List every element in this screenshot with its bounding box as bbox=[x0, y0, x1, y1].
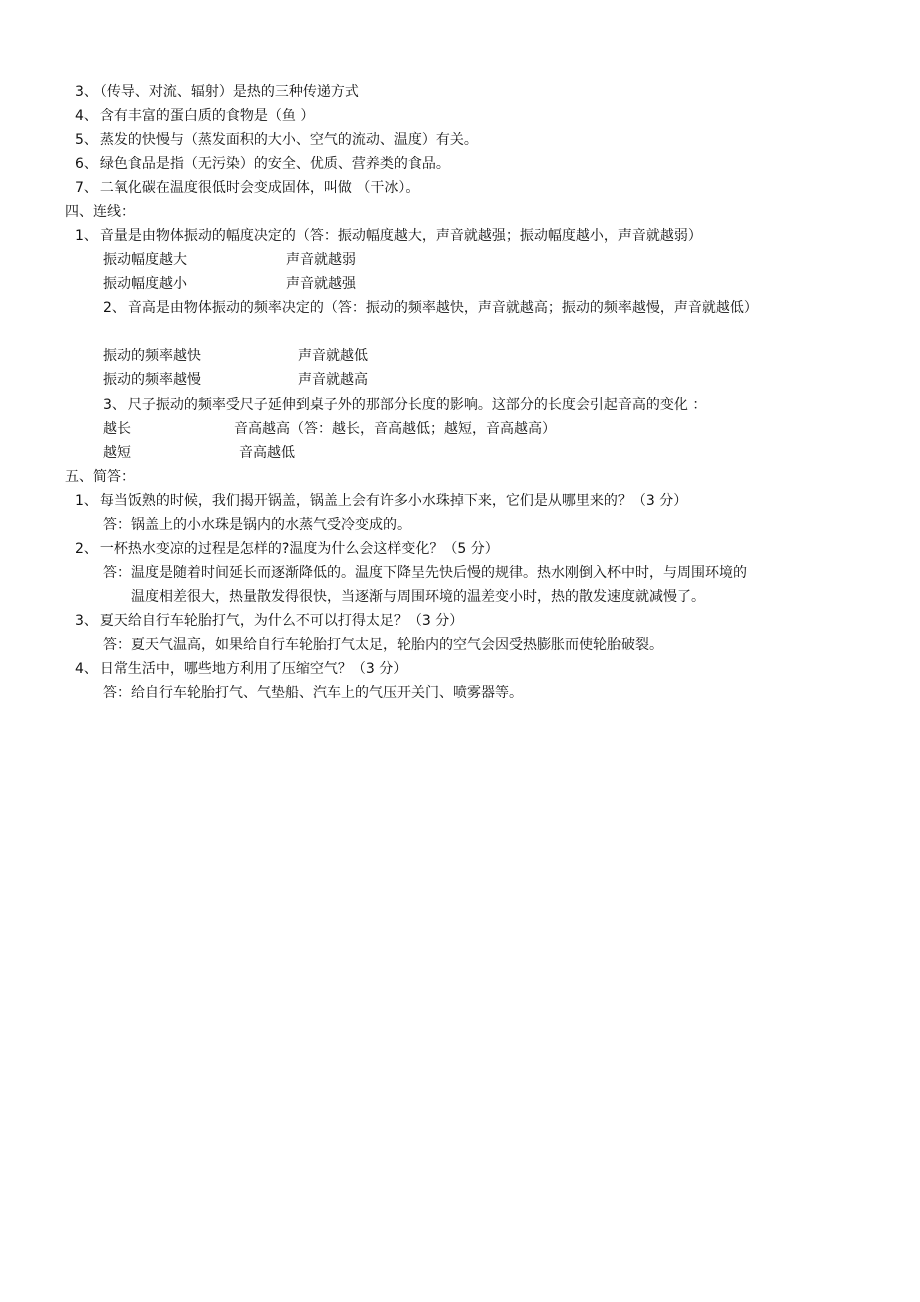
fill-item: 7、 二氧化碳在温度很低时会变成固体，叫做 （干冰）。 bbox=[75, 180, 420, 196]
question-text: 音高是由物体振动的频率决定的（答：振动的频率越快，声音就越高；振动的频率越慢，声音就越低） bbox=[127, 300, 758, 316]
match-left: 越长 bbox=[103, 421, 131, 437]
match-right: 音高越高（答：越长，音高越低；越短，音高越高） bbox=[234, 421, 556, 437]
answer-text: 答：锅盖上的小水珠是锅内的水蒸气受冷变成的。 bbox=[103, 517, 411, 533]
section-heading: 五、简答： bbox=[65, 469, 135, 485]
match-right: 声音就越低 bbox=[298, 348, 368, 364]
fill-item: 5、 蒸发的快慢与（蒸发面积的大小、空气的流动、温度）有关。 bbox=[75, 132, 478, 148]
short-answer-question: 3、 夏天给自行车轮胎打气，为什么不可以打得太足？（3 分） bbox=[75, 613, 464, 629]
fill-item-text: 二氧化碳在温度很低时会变成固体，叫做 （干冰）。 bbox=[99, 180, 420, 196]
match-right: 声音就越高 bbox=[298, 372, 368, 388]
question-text: 夏天给自行车轮胎打气，为什么不可以打得太足？（3 分） bbox=[99, 613, 464, 629]
match-right: 音高越低 bbox=[239, 445, 295, 461]
short-answer-question: 1、 每当饭熟的时候，我们揭开锅盖，锅盖上会有许多小水珠掉下来，它们是从哪里来的？（3 分） bbox=[75, 493, 688, 509]
match-left: 振动幅度越小 bbox=[103, 276, 187, 292]
question-text: 日常生活中，哪些地方利用了压缩空气？（3 分） bbox=[99, 661, 408, 677]
question-text: 尺子振动的频率受尺子延伸到桌子外的那部分长度的影响。这部分的长度会引起音高的变化 ： bbox=[127, 397, 707, 413]
question-text: 每当饭熟的时候，我们揭开锅盖，锅盖上会有许多小水珠掉下来，它们是从哪里来的？（3 分） bbox=[99, 493, 688, 509]
fill-item: 6、 绿色食品是指（无污染）的安全、优质、营养类的食品。 bbox=[75, 156, 450, 172]
match-left: 越短 bbox=[103, 445, 131, 461]
match-right: 声音就越强 bbox=[286, 276, 356, 292]
match-left: 振动的频率越慢 bbox=[103, 372, 201, 388]
short-answer-question: 4、 日常生活中，哪些地方利用了压缩空气？（3 分） bbox=[75, 661, 408, 677]
fill-item-text: （传导、对流、辐射）是热的三种传递方式 bbox=[99, 84, 359, 100]
answer-text: 答：给自行车轮胎打气、气垫船、汽车上的气压开关门、喷雾器等。 bbox=[103, 685, 523, 701]
question-text: 音量是由物体振动的幅度决定的（答：振动幅度越大，声音就越强；振动幅度越小，声音就越弱） bbox=[99, 228, 702, 244]
fill-item-text: 蒸发的快慢与（蒸发面积的大小、空气的流动、温度）有关。 bbox=[99, 132, 478, 148]
question-text: 一杯热水变凉的过程是怎样的?温度为什么会这样变化？（5 分） bbox=[99, 541, 499, 557]
matching-question: 1、 音量是由物体振动的幅度决定的（答：振动幅度越大，声音就越强；振动幅度越小，声音就越弱） bbox=[75, 228, 702, 244]
matching-question: 2、 音高是由物体振动的频率决定的（答：振动的频率越快，声音就越高；振动的频率越慢，声音就越低） bbox=[103, 300, 758, 316]
fill-item: 4、 含有丰富的蛋白质的食物是（鱼 ） bbox=[75, 108, 315, 124]
fill-item: 3、 （传导、对流、辐射）是热的三种传递方式 bbox=[75, 84, 359, 100]
matching-question: 3、 尺子振动的频率受尺子延伸到桌子外的那部分长度的影响。这部分的长度会引起音高的变化 ： bbox=[103, 397, 707, 413]
match-left: 振动的频率越快 bbox=[103, 348, 201, 364]
answer-text: 温度相差很大，热量散发得很快，当逐渐与周围环境的温差变小时，热的散发速度就减慢了。 bbox=[131, 589, 705, 605]
short-answer-question: 2、 一杯热水变凉的过程是怎样的?温度为什么会这样变化？（5 分） bbox=[75, 541, 499, 557]
section-heading: 四、连线： bbox=[65, 204, 135, 220]
fill-item-text: 绿色食品是指（无污染）的安全、优质、营养类的食品。 bbox=[99, 156, 450, 172]
match-right: 声音就越弱 bbox=[286, 252, 356, 268]
match-left: 振动幅度越大 bbox=[103, 252, 187, 268]
answer-text: 答：夏天气温高，如果给自行车轮胎打气太足，轮胎内的空气会因受热膨胀而使轮胎破裂。 bbox=[103, 637, 663, 653]
fill-item-text: 含有丰富的蛋白质的食物是（鱼 ） bbox=[99, 108, 315, 124]
answer-text: 答：温度是随着时间延长而逐渐降低的。温度下降呈先快后慢的规律。热水刚倒入杯中时，与周围环境的 bbox=[103, 565, 747, 581]
